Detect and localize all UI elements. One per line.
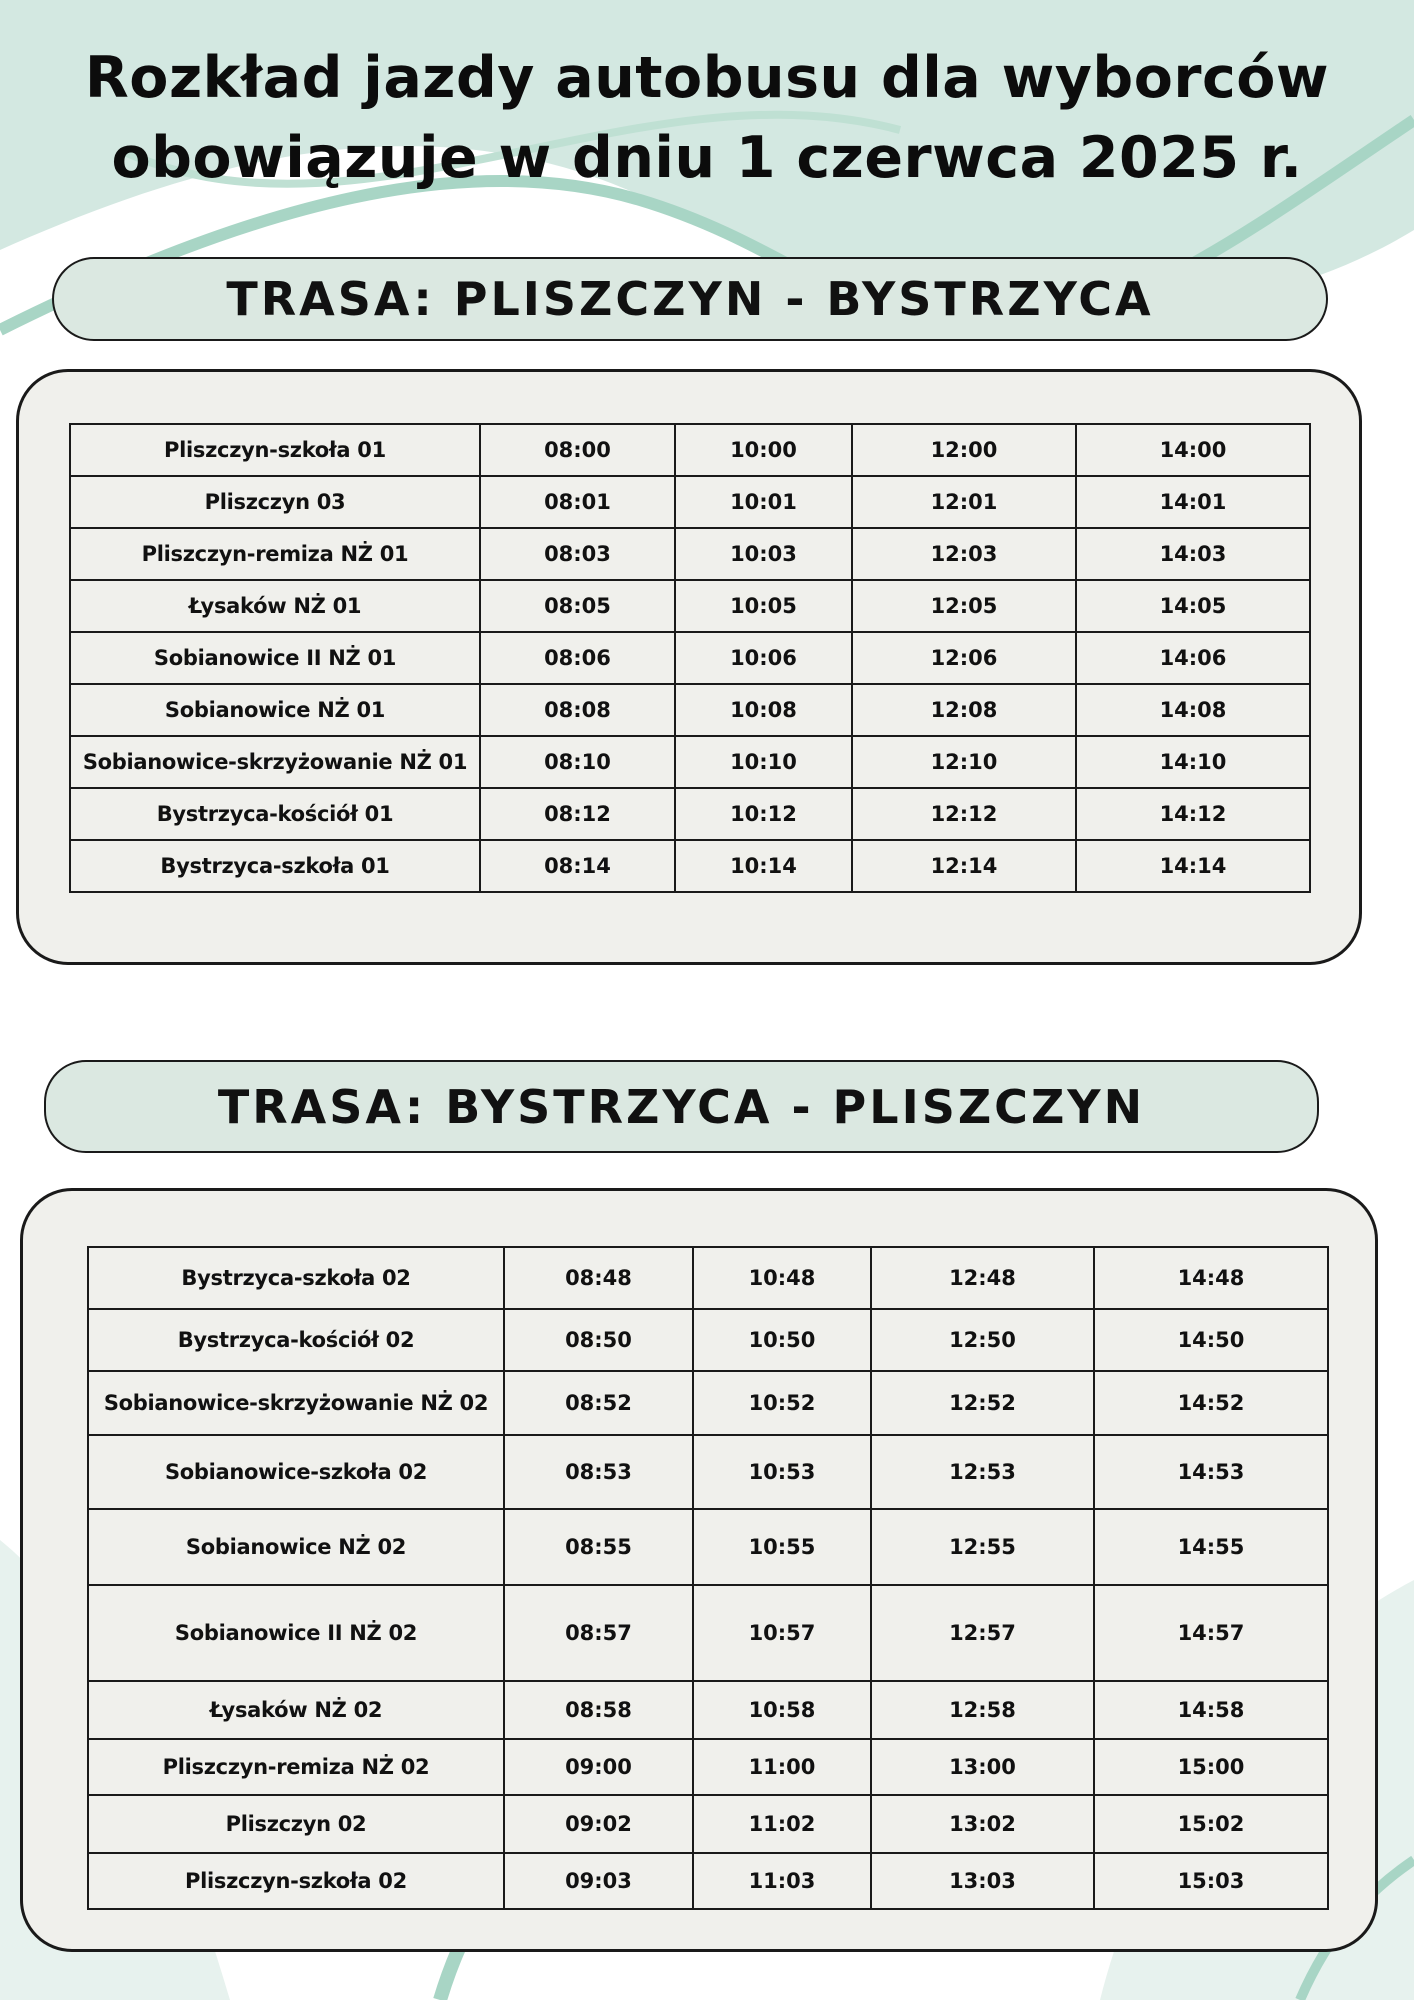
stop-name-cell: Bystrzyca-szkoła 02 xyxy=(88,1247,504,1309)
stop-name-cell: Łysaków NŻ 02 xyxy=(88,1681,504,1739)
page-title-line-1: Rozkład jazdy autobusu dla wyborców xyxy=(84,45,1330,111)
departure-time-cell: 12:08 xyxy=(852,684,1076,736)
departure-time-cell: 10:53 xyxy=(693,1435,871,1509)
stop-name-cell: Pliszczyn-remiza NŻ 01 xyxy=(70,528,480,580)
departure-time-cell: 12:52 xyxy=(871,1371,1094,1435)
departure-time-cell: 14:03 xyxy=(1076,528,1310,580)
timetable-row xyxy=(88,1585,1328,1681)
departure-time-cell: 10:14 xyxy=(675,840,852,892)
departure-time-cell: 14:05 xyxy=(1076,580,1310,632)
departure-time-cell: 10:01 xyxy=(675,476,852,528)
departure-time-cell: 09:00 xyxy=(504,1739,693,1795)
departure-time-cell: 08:50 xyxy=(504,1309,693,1371)
departure-time-cell: 10:05 xyxy=(675,580,852,632)
stop-name-cell: Sobianowice-skrzyżowanie NŻ 01 xyxy=(70,736,480,788)
departure-time-cell: 13:03 xyxy=(871,1853,1094,1909)
departure-time-cell: 08:55 xyxy=(504,1509,693,1585)
route-header-pliszczyn-bystrzyca: TRASA: PLISZCZYN - BYSTRZYCA xyxy=(52,257,1328,341)
departure-time-cell: 14:55 xyxy=(1094,1509,1328,1585)
timetable-row xyxy=(70,528,1310,580)
departure-time-cell: 14:53 xyxy=(1094,1435,1328,1509)
timetable-row xyxy=(70,632,1310,684)
stop-name-cell: Pliszczyn 03 xyxy=(70,476,480,528)
stop-name-cell: Sobianowice II NŻ 02 xyxy=(88,1585,504,1681)
stop-name-cell: Sobianowice NŻ 01 xyxy=(70,684,480,736)
departure-time-cell: 08:12 xyxy=(480,788,675,840)
departure-time-cell: 10:03 xyxy=(675,528,852,580)
timetable-row xyxy=(70,580,1310,632)
departure-time-cell: 14:52 xyxy=(1094,1371,1328,1435)
departure-time-cell: 10:12 xyxy=(675,788,852,840)
stop-name-cell: Pliszczyn-remiza NŻ 02 xyxy=(88,1739,504,1795)
page-title-line-2: obowiązuje w dniu 1 czerwca 2025 r. xyxy=(111,125,1303,191)
departure-time-cell: 12:05 xyxy=(852,580,1076,632)
departure-time-cell: 14:14 xyxy=(1076,840,1310,892)
stop-name-cell: Bystrzyca-kościół 02 xyxy=(88,1309,504,1371)
departure-time-cell: 12:12 xyxy=(852,788,1076,840)
departure-time-cell: 08:05 xyxy=(480,580,675,632)
timetable-row xyxy=(70,424,1310,476)
timetable-row xyxy=(88,1371,1328,1435)
stop-name-cell: Sobianowice NŻ 02 xyxy=(88,1509,504,1585)
stop-name-cell: Sobianowice II NŻ 01 xyxy=(70,632,480,684)
timetable-row xyxy=(88,1681,1328,1739)
departure-time-cell: 14:00 xyxy=(1076,424,1310,476)
timetable-bystrzyca-pliszczyn xyxy=(87,1246,1329,1910)
page-title xyxy=(0,38,1414,198)
departure-time-cell: 12:55 xyxy=(871,1509,1094,1585)
departure-time-cell: 12:53 xyxy=(871,1435,1094,1509)
stop-name-cell: Pliszczyn-szkoła 02 xyxy=(88,1853,504,1909)
departure-time-cell: 14:57 xyxy=(1094,1585,1328,1681)
departure-time-cell: 12:58 xyxy=(871,1681,1094,1739)
departure-time-cell: 11:00 xyxy=(693,1739,871,1795)
departure-time-cell: 15:03 xyxy=(1094,1853,1328,1909)
departure-time-cell: 12:50 xyxy=(871,1309,1094,1371)
departure-time-cell: 12:48 xyxy=(871,1247,1094,1309)
departure-time-cell: 10:57 xyxy=(693,1585,871,1681)
departure-time-cell: 08:14 xyxy=(480,840,675,892)
departure-time-cell: 08:57 xyxy=(504,1585,693,1681)
departure-time-cell: 12:06 xyxy=(852,632,1076,684)
departure-time-cell: 09:03 xyxy=(504,1853,693,1909)
stop-name-cell: Sobianowice-szkoła 02 xyxy=(88,1435,504,1509)
departure-time-cell: 14:01 xyxy=(1076,476,1310,528)
departure-time-cell: 13:00 xyxy=(871,1739,1094,1795)
timetable-row xyxy=(70,788,1310,840)
timetable-1-body xyxy=(70,424,1310,892)
timetable-row xyxy=(70,840,1310,892)
route-header-bystrzyca-pliszczyn: TRASA: BYSTRZYCA - PLISZCZYN xyxy=(44,1060,1319,1153)
departure-time-cell: 14:58 xyxy=(1094,1681,1328,1739)
departure-time-cell: 12:00 xyxy=(852,424,1076,476)
stop-name-cell: Bystrzyca-szkoła 01 xyxy=(70,840,480,892)
departure-time-cell: 08:53 xyxy=(504,1435,693,1509)
stop-name-cell: Sobianowice-skrzyżowanie NŻ 02 xyxy=(88,1371,504,1435)
departure-time-cell: 08:52 xyxy=(504,1371,693,1435)
departure-time-cell: 10:00 xyxy=(675,424,852,476)
departure-time-cell: 15:02 xyxy=(1094,1795,1328,1853)
timetable-row xyxy=(88,1309,1328,1371)
departure-time-cell: 10:50 xyxy=(693,1309,871,1371)
departure-time-cell: 10:55 xyxy=(693,1509,871,1585)
timetable-row xyxy=(88,1739,1328,1795)
stop-name-cell: Bystrzyca-kościół 01 xyxy=(70,788,480,840)
stop-name-cell: Pliszczyn 02 xyxy=(88,1795,504,1853)
timetable-row xyxy=(70,684,1310,736)
timetable-row xyxy=(88,1795,1328,1853)
departure-time-cell: 14:06 xyxy=(1076,632,1310,684)
timetable-row xyxy=(70,736,1310,788)
departure-time-cell: 14:10 xyxy=(1076,736,1310,788)
departure-time-cell: 13:02 xyxy=(871,1795,1094,1853)
timetable-row xyxy=(88,1247,1328,1309)
departure-time-cell: 08:00 xyxy=(480,424,675,476)
departure-time-cell: 10:58 xyxy=(693,1681,871,1739)
departure-time-cell: 14:12 xyxy=(1076,788,1310,840)
stop-name-cell: Pliszczyn-szkoła 01 xyxy=(70,424,480,476)
departure-time-cell: 11:03 xyxy=(693,1853,871,1909)
timetable-pliszczyn-bystrzyca xyxy=(69,423,1311,893)
departure-time-cell: 10:52 xyxy=(693,1371,871,1435)
departure-time-cell: 12:03 xyxy=(852,528,1076,580)
departure-time-cell: 10:08 xyxy=(675,684,852,736)
departure-time-cell: 08:06 xyxy=(480,632,675,684)
departure-time-cell: 12:10 xyxy=(852,736,1076,788)
stop-name-cell: Łysaków NŻ 01 xyxy=(70,580,480,632)
departure-time-cell: 10:06 xyxy=(675,632,852,684)
departure-time-cell: 14:08 xyxy=(1076,684,1310,736)
departure-time-cell: 12:01 xyxy=(852,476,1076,528)
departure-time-cell: 09:02 xyxy=(504,1795,693,1853)
timetable-row xyxy=(88,1853,1328,1909)
departure-time-cell: 14:50 xyxy=(1094,1309,1328,1371)
departure-time-cell: 08:10 xyxy=(480,736,675,788)
timetable-row xyxy=(88,1435,1328,1509)
departure-time-cell: 11:02 xyxy=(693,1795,871,1853)
departure-time-cell: 12:57 xyxy=(871,1585,1094,1681)
departure-time-cell: 08:58 xyxy=(504,1681,693,1739)
departure-time-cell: 15:00 xyxy=(1094,1739,1328,1795)
timetable-row xyxy=(88,1509,1328,1585)
departure-time-cell: 08:08 xyxy=(480,684,675,736)
departure-time-cell: 10:10 xyxy=(675,736,852,788)
departure-time-cell: 10:48 xyxy=(693,1247,871,1309)
departure-time-cell: 08:01 xyxy=(480,476,675,528)
departure-time-cell: 08:03 xyxy=(480,528,675,580)
departure-time-cell: 14:48 xyxy=(1094,1247,1328,1309)
departure-time-cell: 12:14 xyxy=(852,840,1076,892)
timetable-row xyxy=(70,476,1310,528)
departure-time-cell: 08:48 xyxy=(504,1247,693,1309)
timetable-2-body xyxy=(88,1247,1328,1909)
